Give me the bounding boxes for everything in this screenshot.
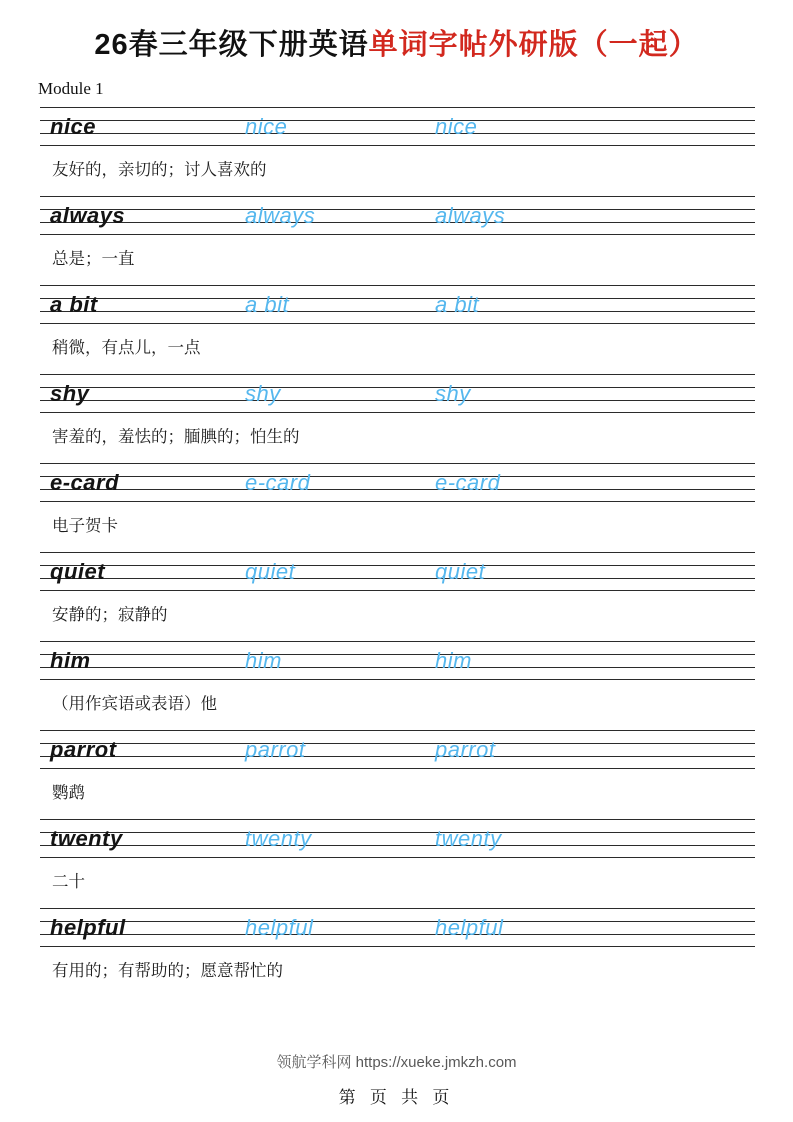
word-sample: parrot: [50, 737, 117, 762]
word-meaning: 鹦鹉: [52, 783, 85, 802]
page-title-black: 26春三年级下册英语: [94, 29, 369, 61]
word-meaning: 害羞的，羞怯的；腼腆的；怕生的: [52, 427, 300, 446]
word-trace-1: quiet: [245, 559, 296, 584]
word-trace-2: a bit: [435, 292, 480, 317]
page-title-red: 单词字帖外研版（一起）: [368, 29, 699, 61]
writing-lines: [40, 552, 755, 591]
word-sample: shy: [50, 381, 90, 406]
word-meaning: 有用的；有帮助的；愿意帮忙的: [52, 961, 283, 980]
word-list: [0, 107, 793, 997]
word-block: [40, 641, 755, 713]
word-sample: a bit: [50, 292, 98, 317]
word-trace-1: e-card: [245, 470, 311, 495]
word-block: [40, 374, 755, 446]
footer-site-text: 领航学科网 https://xueke.jmkzh.com: [276, 1054, 517, 1071]
module-label: Module 1: [38, 79, 104, 98]
word-block: [40, 730, 755, 802]
word-trace-2: him: [435, 648, 472, 673]
writing-lines: [40, 463, 755, 502]
word-block: [40, 463, 755, 535]
footer-page-number: 第 页 共 页: [338, 1088, 455, 1107]
writing-lines: [40, 285, 755, 324]
word-meaning: （用作宾语或表语）他: [52, 694, 217, 713]
word-trace-2: e-card: [435, 470, 501, 495]
word-trace-1: shy: [245, 381, 281, 406]
word-trace-1: twenty: [245, 826, 312, 851]
word-meaning: 安静的；寂静的: [52, 605, 168, 624]
word-sample: e-card: [50, 470, 120, 495]
writing-lines: [40, 107, 755, 146]
word-sample: always: [50, 203, 126, 228]
writing-lines: [40, 374, 755, 413]
word-sample: quiet: [50, 559, 106, 584]
word-trace-1: nice: [245, 114, 288, 139]
word-trace-2: parrot: [435, 737, 496, 762]
word-trace-1: helpful: [245, 915, 314, 940]
word-trace-2: nice: [435, 114, 478, 139]
word-sample: twenty: [50, 826, 123, 851]
word-trace-2: quiet: [435, 559, 486, 584]
writing-lines: [40, 819, 755, 858]
word-sample: him: [50, 648, 91, 673]
writing-lines: [40, 908, 755, 947]
word-trace-1: him: [245, 648, 282, 673]
page-title: [0, 0, 793, 63]
word-sample: nice: [50, 114, 97, 139]
word-trace-1: always: [245, 203, 316, 228]
word-meaning: 稍微，有点儿，一点: [52, 338, 201, 357]
word-trace-1: a bit: [245, 292, 290, 317]
word-block: [40, 285, 755, 357]
word-trace-2: shy: [435, 381, 471, 406]
word-meaning: 二十: [52, 872, 85, 891]
word-meaning: 友好的，亲切的；讨人喜欢的: [52, 160, 267, 179]
word-block: [40, 908, 755, 980]
writing-lines: [40, 730, 755, 769]
word-block: [40, 107, 755, 179]
word-block: [40, 819, 755, 891]
word-sample: helpful: [50, 915, 126, 940]
writing-lines: [40, 196, 755, 235]
word-block: [40, 196, 755, 268]
word-block: [40, 552, 755, 624]
page-footer: [0, 1051, 793, 1122]
word-trace-2: twenty: [435, 826, 502, 851]
word-trace-2: always: [435, 203, 506, 228]
writing-lines: [40, 641, 755, 680]
word-meaning: 总是；一直: [52, 249, 135, 268]
word-trace-1: parrot: [245, 737, 306, 762]
word-trace-2: helpful: [435, 915, 504, 940]
word-meaning: 电子贺卡: [52, 516, 118, 535]
